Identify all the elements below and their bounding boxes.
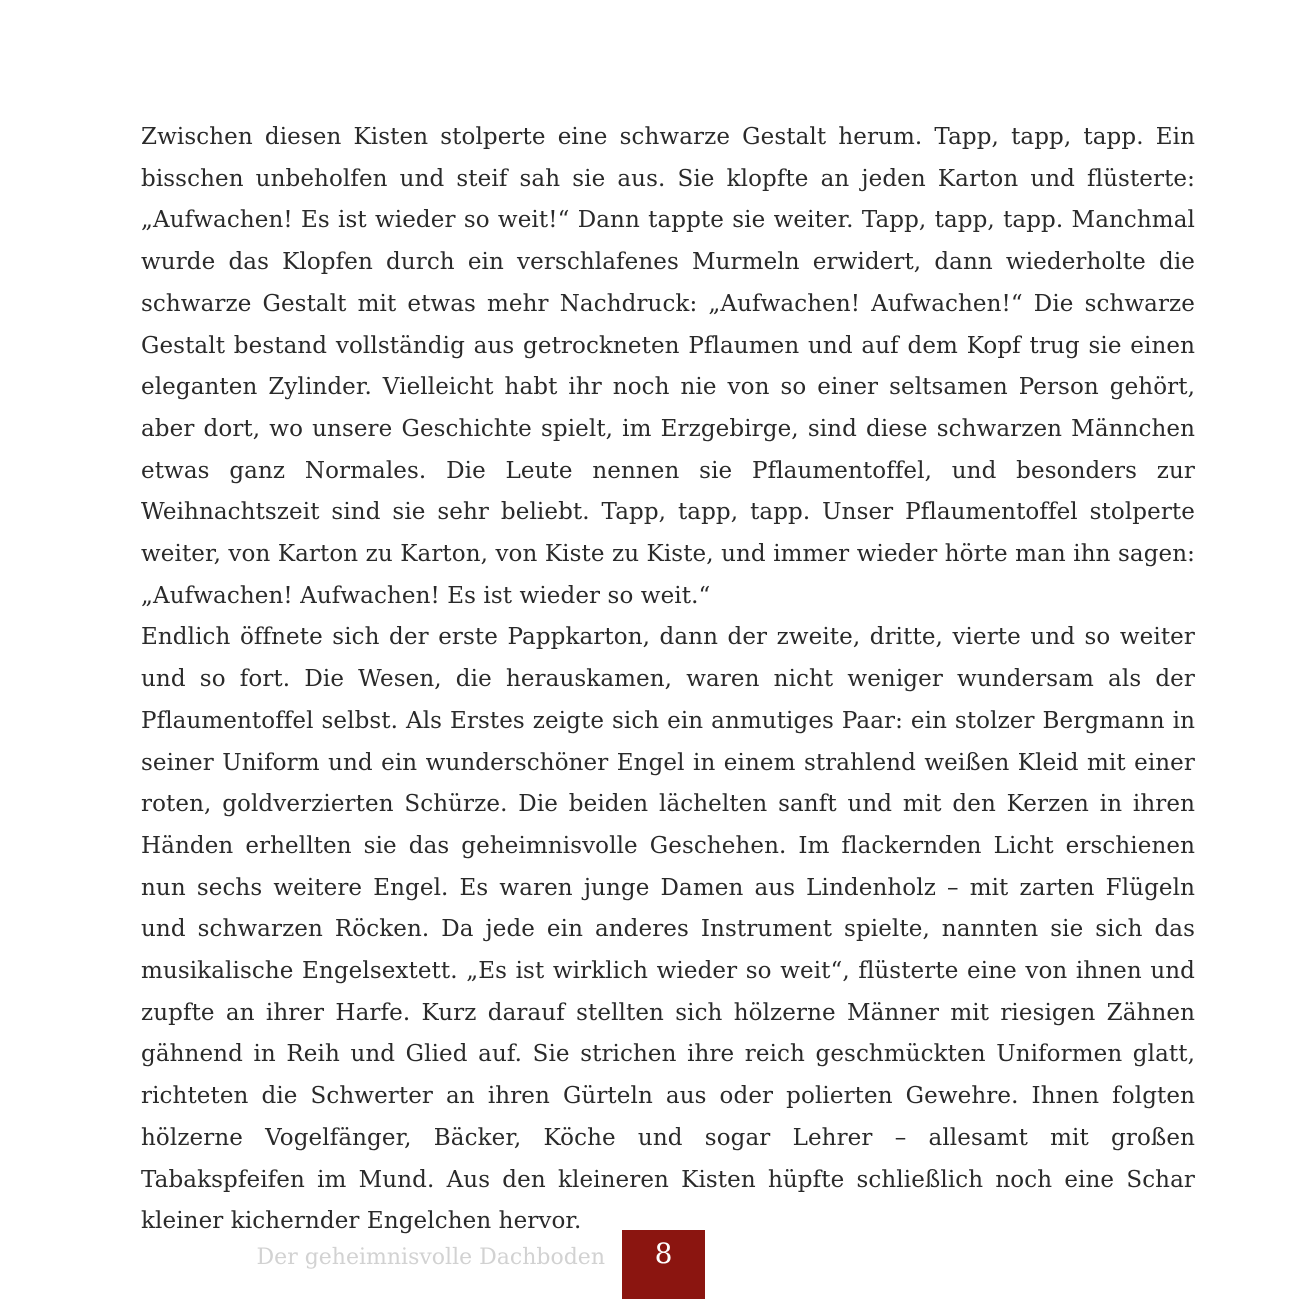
paragraph-1: Zwischen diesen Kisten stolperte eine schwarze Gestalt herum. Tapp, tapp, tapp. Ein bisschen unbeholfen und steif sah sie aus. Sie klopfte an jeden Karton und flüsterte: „Aufwachen! Es ist wieder so weit!“ Dann tappte sie weiter. Tapp, tapp, tapp. Manchmal wurde das Klopfen durch ein verschlafenes Murmeln erwidert, dann wiederholte die schwarze Gestalt mit etwas mehr Nachdruck: „Aufwachen! Aufwachen!“ Die schwarze Gestalt bestand vollständig aus getrockneten Pflaumen und auf dem Kopf trug sie einen eleganten Zylinder. Vielleicht habt ihr noch nie von so einer seltsamen Person gehört, aber dort, wo unsere Geschichte spielt, im Erzgebirge, sind diese schwarzen Männchen etwas ganz Normales. Die Leute nennen sie Pflaumentoffel, und besonders zur Weihnachtszeit sind sie sehr beliebt. Tapp, tapp, tapp. Unser Pflaumentoffel stolperte weiter, von Karton zu Karton, von Kiste zu Kiste, und immer wieder hörte man ihn sagen: „Aufwachen! Aufwachen! Es ist wieder so weit.“ xyxy=(141,124,1195,609)
page-footer xyxy=(0,1230,1299,1299)
paragraph-2: Endlich öffnete sich der erste Pappkarton, dann der zweite, dritte, vierte und so weiter und so fort. Die Wesen, die herauskamen, waren nicht weniger wundersam als der Pflaumentoffel selbst. Als Erstes zeigte sich ein anmutiges Paar: ein stolzer Bergmann in seiner Uniform und ein wunderschöner Engel in einem strahlend weißen Kleid mit einer roten, goldverzierten Schürze. Die beiden lächelten sanft und mit den Kerzen in ihren Händen erhellten sie das geheimnisvolle Geschehen. Im flackernden Licht erschienen nun sechs weitere Engel. Es waren junge Damen aus Lindenholz – mit zarten Flügeln und schwarzen Röcken. Da jede ein anderes Instrument spielte, nannten sie sich das musikalische Engelsextett. „Es ist wirklich wieder so weit“, flüsterte eine von ihnen und zupfte an ihrer Harfe. Kurz darauf stellten sich hölzerne Männer mit riesigen Zähnen gähnend in Reih und Glied auf. Sie strichen ihre reich geschmückten Uniformen glatt, richteten die Schwerter an ihren Gürteln aus oder polierten Gewehre. Ihnen folgten hölzerne Vogelfänger, Bäcker, Köche und sogar Lehrer – allesamt mit großen Tabakspfeifen im Mund. Aus den kleineren Kisten hüpfte schließlich noch eine Schar kleiner kichernder Engelchen hervor. xyxy=(141,624,1195,1235)
running-title: Der geheimnisvolle Dachboden xyxy=(256,1245,605,1270)
page-number-badge xyxy=(622,1230,705,1299)
body-text xyxy=(141,117,1195,1243)
page-number: 8 xyxy=(654,1237,673,1270)
